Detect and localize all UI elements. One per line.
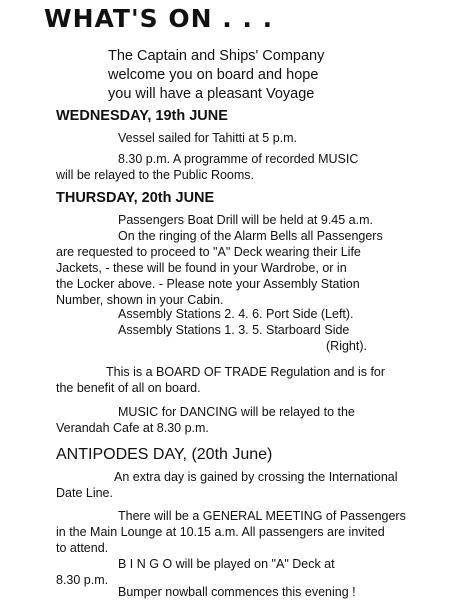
text-line: 8.30 p.m. A programme of recorded MUSIC	[118, 152, 359, 166]
boat-drill-notice	[56, 212, 383, 308]
wednesday-heading: WEDNESDAY, 19th JUNE	[56, 108, 228, 124]
text-line: On the ringing of the Alarm Bells all Passengers	[118, 229, 383, 243]
welcome-line: you will have a pleasant Voyage	[108, 86, 315, 102]
text-line: This is a BOARD OF TRADE Regulation and is for	[106, 365, 386, 379]
welcome-line: The Captain and Ships' Company	[108, 48, 325, 64]
text-line: Date Line.	[56, 486, 113, 500]
wednesday-sailing	[118, 130, 297, 146]
thursday-heading: THURSDAY, 20th JUNE	[56, 190, 215, 206]
text-line: Number, shown in your Cabin.	[56, 293, 224, 307]
text-line: MUSIC for DANCING will be relayed to the	[118, 405, 355, 419]
text-line: the Locker above. - Please note your Assembly Station	[56, 277, 360, 291]
text-line: Bumper nowball commences this evening !	[118, 585, 356, 599]
wednesday-music	[56, 151, 358, 183]
text-line: to attend.	[56, 541, 109, 555]
text-line: Verandah Cafe at 8.30 p.m.	[56, 421, 209, 435]
text-line: Passengers Boat Drill will be held at 9.45 a.m.	[118, 213, 373, 227]
assembly-stations	[118, 306, 367, 354]
text-line: Jackets, - these will be found in your Wardrobe, or in	[56, 261, 347, 275]
text-line: Assembly Stations 2. 4. 6. Port Side (Left).	[118, 307, 354, 321]
text-line: (Right).	[326, 339, 367, 353]
text-line: There will be a GENERAL MEETING of Passengers	[118, 509, 406, 523]
welcome-line: welcome you on board and hope	[108, 67, 319, 83]
text-line: in the Main Lounge at 10.15 a.m. All passengers are invited	[56, 525, 385, 539]
text-line: An extra day is gained by crossing the International	[114, 470, 398, 484]
regulation-notice	[56, 364, 385, 396]
text-line: are requested to proceed to "A" Deck wearing their Life	[56, 245, 361, 259]
general-meeting-notice	[56, 508, 406, 556]
text-line: Assembly Stations 1. 3. 5. Starboard Side	[118, 323, 350, 337]
text-line: Vessel sailed for Tahitti at 5 p.m.	[118, 131, 298, 145]
dancing-notice	[56, 404, 355, 436]
text-line: will be relayed to the Public Rooms.	[56, 168, 255, 182]
text-line: the benefit of all on board.	[56, 381, 201, 395]
welcome-message	[108, 47, 388, 104]
date-line-notice	[56, 469, 398, 501]
antipodes-heading: ANTIPODES DAY, (20th June)	[56, 446, 273, 463]
page-title: WHAT'S ON . . .	[44, 4, 274, 33]
text-line: B I N G O will be played on "A" Deck at	[118, 557, 335, 571]
bumper-notice	[118, 584, 356, 600]
text-line: 8.30 p.m.	[56, 573, 109, 587]
